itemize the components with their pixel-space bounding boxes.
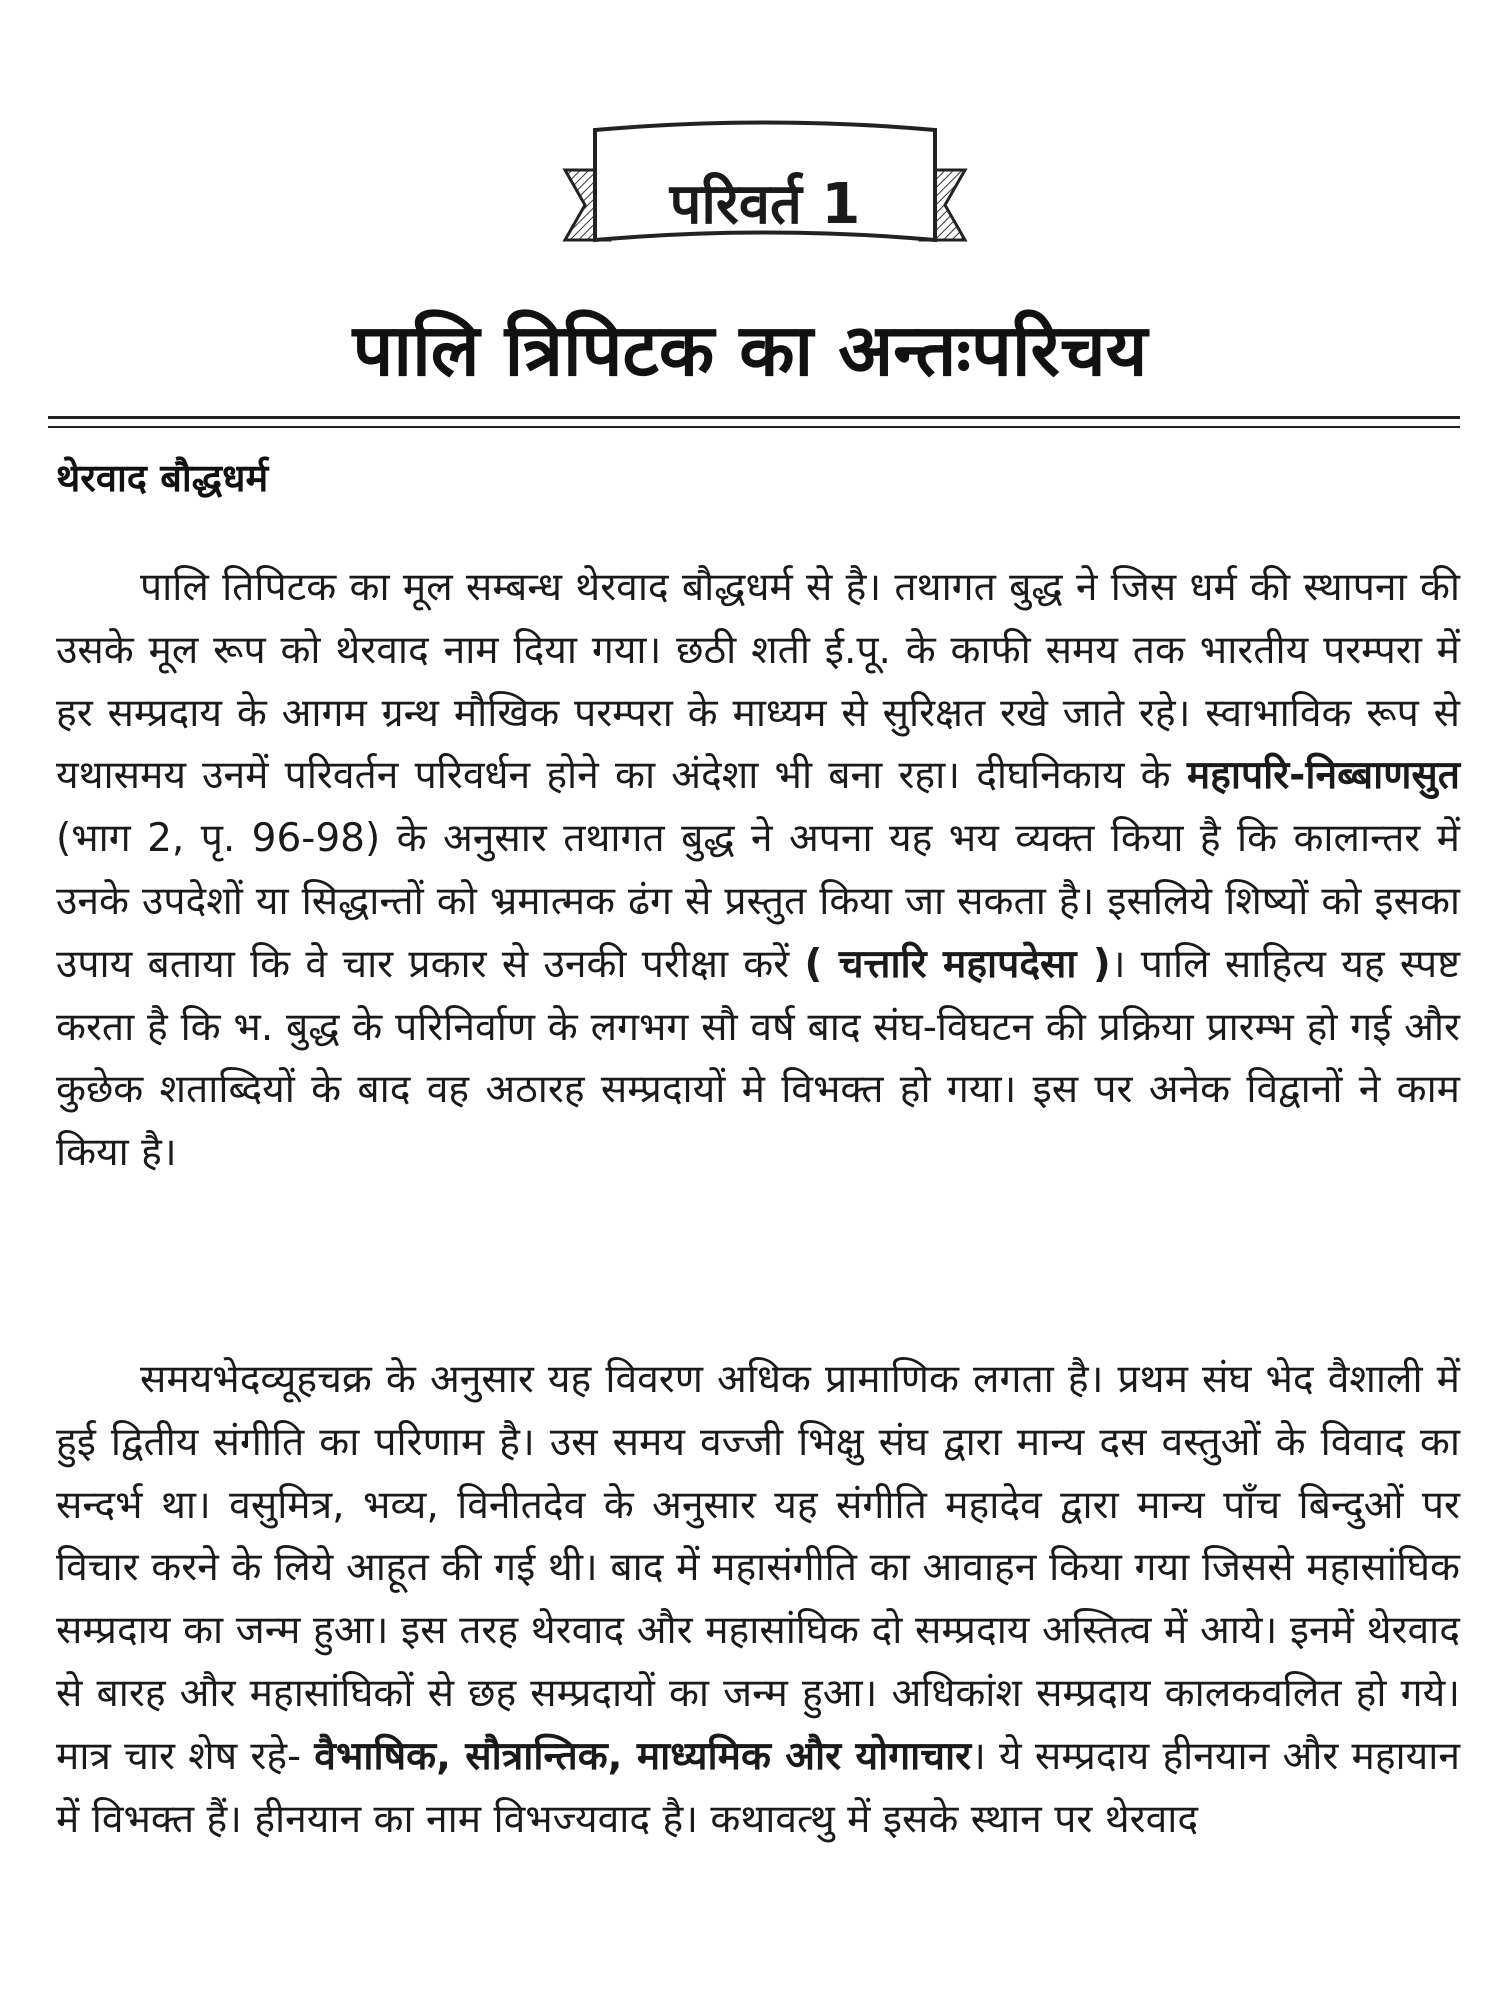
paragraph-1-bold-b: ( चत्तारि महापदेसा ) bbox=[804, 941, 1111, 987]
paragraph-2-text-b: । ये सम्प्रदाय हीनयान और महायान में विभक्त हैं। हीनयान का नाम विभज्यवाद है। कथावत्थु में इसके स्थान पर थेरवाद bbox=[56, 1733, 1460, 1842]
chapter-label: परिवर्त 1 bbox=[669, 172, 861, 237]
chapter-banner bbox=[555, 110, 975, 270]
paragraph-1-text-b: (भाग 2, पृ. 96-98) के अनुसार तथागत बुद्ध ने अपना यह भय व्यक्त किया है कि कालान्तर में उनके उपदेशों या सिद्धान्तों को भ्रमात्मक ढंग से प्रस्तुत किया जा सकता है। इसलिये शिष्यों को इसका उपाय बताया कि वे चार प्रकार से उनकी परीक्षा करें bbox=[56, 816, 1460, 987]
title-divider bbox=[48, 416, 1460, 419]
section-heading: थेरवाद बौद्धधर्म bbox=[56, 456, 269, 500]
page-title: पालि त्रिपिटक का अन्तःपरिचय bbox=[352, 308, 1148, 392]
paragraph-1-bold-a: महापरि-निब्बाणसुत bbox=[1186, 753, 1460, 799]
paragraph-2 bbox=[56, 1349, 1460, 1851]
paragraph-1-text-a: पालि तिपिटक का मूल सम्बन्ध थेरवाद बौद्धधर्म से है। तथागत बुद्ध ने जिस धर्म की स्थापना की उसके मूल रूप को थेरवाद नाम दिया गया। छठी शती ई.पू. के काफी समय तक भारतीय परम्परा में हर सम्प्रदाय के आगम ग्रन्थ मौखिक परम्परा के माध्यम से सुरिक्षत रखे जाते रहे। स्वाभाविक रूप से यथासमय उनमें परिवर्तन परिवर्धन होने का अंदेशा भी बना रहा। दीघनिकाय के bbox=[56, 565, 1460, 799]
paragraph-1 bbox=[56, 557, 1460, 1185]
paragraph-2-bold-a: वैभाषिक, सौत्रान्तिक, माध्यमिक और योगाचार bbox=[314, 1733, 972, 1779]
paragraph-1-text-c: । पालि साहित्य यह स्पष्ट करता है कि भ. बुद्ध के परिनिर्वाण के लगभग सौ वर्ष बाद संघ-विघटन की प्रक्रिया प्रारम्भ हो गई और कुछेक शताब्दियों के बाद वह अठारह सम्प्रदायों मे विभक्त हो गया। इस पर अनेक विद्वानों ने काम किया है। bbox=[56, 941, 1460, 1176]
title-divider-secondary bbox=[48, 426, 1460, 428]
paragraph-2-text-a: समयभेदव्यूहचक्र के अनुसार यह विवरण अधिक प्रामाणिक लगता है। प्रथम संघ भेद वैशाली में हुई द्वितीय संगीति का परिणाम है। उस समय वज्जी भिक्षु संघ द्वारा मान्य दस वस्तुओं के विवाद का सन्दर्भ था। वसुमित्र, भव्य, विनीतदेव के अनुसार यह संगीति महादेव द्वारा मान्य पाँच बिन्दुओं पर विचार करने के लिये आहूत की गई थी। बाद में महासंगीति का आवाहन किया गया जिससे महासांघिक सम्प्रदाय का जन्म हुआ। इस तरह थेरवाद और महासांघिक दो सम्प्रदाय अस्तित्व में आये। इनमें थेरवाद से बारह और महासांघिकों से छह सम्प्रदायों का जन्म हुआ। अधिकांश सम्प्रदाय कालकवलित हो गये। मात्र चार शेष रहे- bbox=[56, 1357, 1460, 1779]
